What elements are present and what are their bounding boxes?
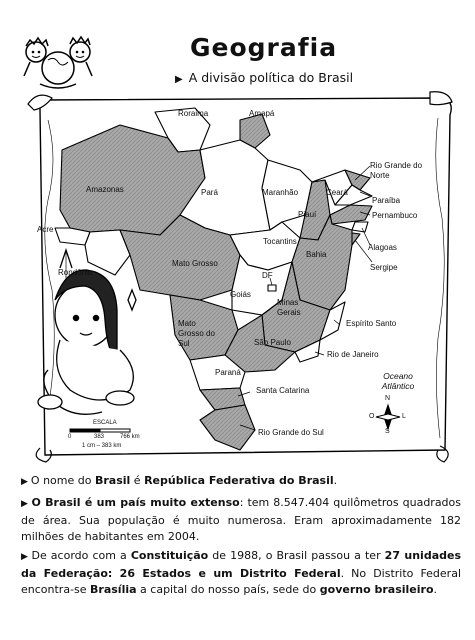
label-ocean: Oceano Atlântico — [381, 371, 415, 391]
label-ceara: Ceará — [326, 188, 348, 197]
triangle-bullet-icon: ▶ — [21, 552, 29, 562]
label-sao-paulo: São Paulo — [254, 338, 291, 347]
state-acre — [55, 228, 90, 245]
label-sergipe: Sergipe — [370, 263, 398, 272]
label-rio-grande-do-sul: Rio Grande do Sul — [258, 428, 324, 437]
label-piaui: Piauí — [298, 210, 317, 219]
compass-l: L — [402, 413, 406, 420]
scale-equivalence: 1 cm – 383 km — [82, 443, 122, 449]
label-mato-grosso-do-sul: Mato Grosso do Sul — [178, 319, 215, 348]
scale-tick-1: 383 — [94, 434, 105, 440]
scale-bar — [70, 429, 130, 432]
subtitle-text: A divisão política do Brasil — [188, 70, 354, 85]
paragraph-2: ▶ O Brasil é um país muito extenso: tem 8.547.404 quilômetros quadrados de área. Sua população é muito numerosa. Eram aproximadamente 182 milhões de habitantes em 2004. — [21, 496, 462, 543]
state-alagoas — [352, 222, 368, 232]
label-rondonia: Rondônia — [58, 268, 93, 277]
label-para: Pará — [201, 188, 218, 197]
label-amazonas: Amazonas — [86, 185, 124, 194]
label-rio-de-janeiro: Rio de Janeiro — [327, 350, 379, 359]
scale-title: ESCALA — [93, 420, 117, 426]
page-title: Geografia — [190, 33, 338, 62]
label-parana: Paraná — [215, 368, 241, 377]
label-alagoas: Alagoas — [368, 243, 397, 252]
label-pernambuco: Pernambuco — [372, 211, 418, 220]
label-tocantins: Tocantins — [263, 237, 297, 246]
label-df: DF — [262, 271, 273, 280]
label-mato-grosso: Mato Grosso — [172, 259, 218, 268]
label-espirito-santo: Espírito Santo — [346, 319, 397, 328]
paragraph-3: ▶ De acordo com a Constituição de 1988, o Brasil passou a ter 27 unidades da Federação: 26 Estados e um Distrito Federal. No Distrito Federal encontra-se Brasília a capital do nosso país, sede do governo brasileiro. — [21, 549, 462, 596]
label-minas-gerais: Minas Gerais — [277, 298, 301, 317]
triangle-bullet-icon: ▶ — [21, 499, 29, 509]
compass-s: S — [385, 428, 390, 435]
label-paraiba: Paraíba — [372, 196, 401, 205]
paragraph-1: ▶ O nome do Brasil é República Federativa do Brasil. — [21, 474, 338, 487]
label-maranhao: Maranhão — [262, 188, 299, 197]
compass-n: N — [385, 395, 391, 402]
label-amapa: Amapá — [249, 109, 275, 118]
label-rio-grande-do-norte: Rio Grande do Norte — [370, 161, 423, 180]
compass-o: O — [369, 413, 375, 420]
label-bahia: Bahia — [306, 250, 327, 259]
scale-tick-2: 766 km — [120, 434, 140, 440]
label-roraima: Roraima — [178, 109, 209, 118]
triangle-bullet-icon: ▶ — [21, 477, 28, 487]
triangle-bullet-icon: ▶ — [175, 74, 183, 85]
label-acre: Acre — [37, 225, 54, 234]
state-df — [268, 285, 276, 291]
scale-tick-0: 0 — [68, 434, 72, 440]
label-goias: Goiás — [230, 290, 251, 299]
label-santa-catarina: Santa Catarina — [256, 386, 310, 395]
